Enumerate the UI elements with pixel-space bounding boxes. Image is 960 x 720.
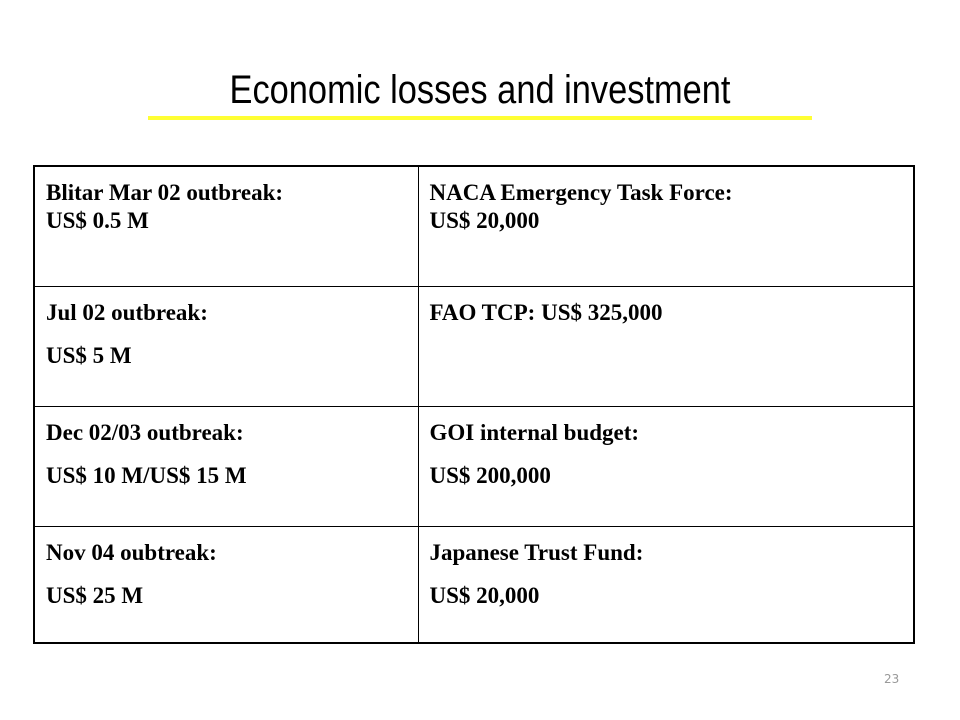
loss-label: Jul 02 outbreak: [46, 299, 208, 325]
investment-value: US$ 200,000 [429, 463, 551, 489]
loss-value: US$ 5 M [46, 343, 132, 369]
loss-value: US$ 10 M/US$ 15 M [46, 463, 247, 489]
page-number: 23 [884, 672, 900, 686]
loss-cell [34, 406, 418, 526]
investment-label: NACA Emergency Task Force: [429, 180, 733, 205]
loss-value: US$ 25 M [46, 583, 144, 609]
loss-cell [34, 166, 418, 286]
investment-cell [418, 166, 914, 286]
investment-cell [418, 526, 914, 643]
loss-cell [34, 286, 418, 406]
investment-label: GOI internal budget: [429, 419, 640, 445]
investment-label: Japanese Trust Fund: [429, 539, 644, 565]
title-underline [148, 116, 812, 120]
slide-title: Economic losses and investment [229, 68, 731, 112]
table-row [34, 406, 914, 526]
investment-value: US$ 20,000 [429, 583, 540, 609]
investment-cell [418, 406, 914, 526]
table-row [34, 526, 914, 643]
table-row [34, 166, 914, 286]
loss-value: US$ 0.5 M [46, 207, 149, 233]
loss-label: Nov 04 oubtreak: [46, 539, 217, 565]
loss-label: Dec 02/03 outbreak: [46, 419, 244, 445]
loss-cell [34, 526, 418, 643]
investment-label: FAO TCP: US$ 325,000 [429, 299, 663, 325]
losses-investment-table [33, 165, 915, 644]
investment-value: US$ 20,000 [429, 207, 540, 233]
table-row [34, 286, 914, 406]
loss-label: Blitar Mar 02 outbreak: [46, 180, 284, 205]
investment-cell [418, 286, 914, 406]
